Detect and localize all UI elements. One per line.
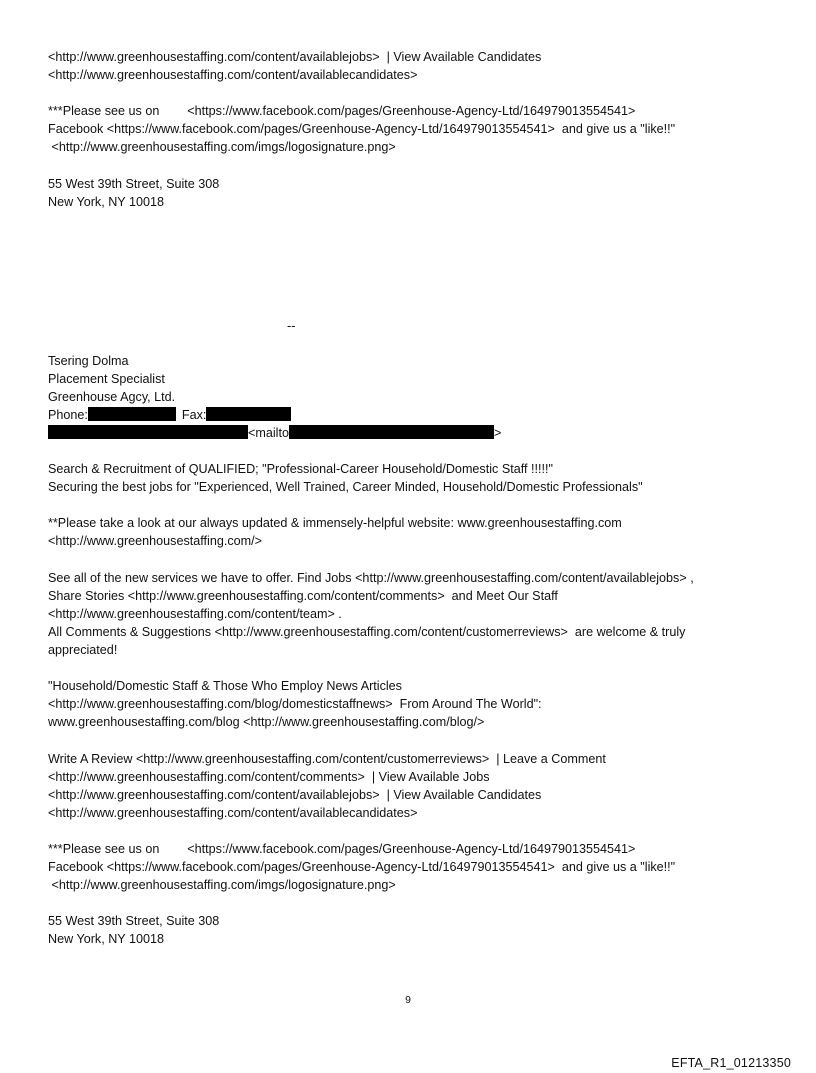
signature-separator: -- — [287, 319, 296, 333]
text-line: <http://www.greenhousestaffing.com/content/availablejobs> | View Available Candidates — [48, 787, 542, 802]
text-line: New York, NY 10018 — [48, 194, 164, 209]
text-line: All Comments & Suggestions <http://www.greenhousestaffing.com/content/customerreviews> are welcome & truly — [48, 624, 686, 639]
text-line: See all of the new services we have to offer. Find Jobs <http://www.greenhousestaffing.com/content/availablejobs> , — [48, 570, 694, 585]
text-line: ***Please see us on <https://www.facebook.com/pages/Greenhouse-Agency-Ltd/164979013554541> — [48, 841, 636, 856]
text-line: appreciated! — [48, 642, 118, 657]
text-line: New York, NY 10018 — [48, 932, 164, 947]
page-number: 9 — [405, 994, 411, 1006]
text-line: <http://www.greenhousestaffing.com/imgs/logosignature.png> — [48, 878, 396, 893]
text-line — [48, 659, 788, 677]
text-line: Share Stories <http://www.greenhousestaffing.com/content/comments> and Meet Our Staff — [48, 588, 558, 603]
body-text-block — [48, 460, 788, 949]
text-line: ***Please see us on <https://www.facebook.com/pages/Greenhouse-Agency-Ltd/164979013554541> — [48, 104, 636, 119]
top-text-block — [48, 48, 788, 211]
text-line: <http://www.greenhousestaffing.com/content/availablecandidates> — [48, 805, 418, 820]
text-line: <http://www.greenhousestaffing.com/> — [48, 534, 262, 549]
text-line: <http://www.greenhousestaffing.com/content/availablecandidates> — [48, 68, 418, 83]
text-line — [48, 731, 788, 749]
text-line: <http://www.greenhousestaffing.com/content/team> . — [48, 606, 342, 621]
email-line — [48, 424, 501, 442]
text-line — [48, 496, 788, 514]
fax-label: Fax: — [181, 408, 207, 423]
text-line: Write A Review <http://www.greenhousestaffing.com/content/customerreviews> | Leave a Comment — [48, 751, 606, 766]
contact-block — [48, 352, 501, 442]
text-line — [48, 894, 788, 912]
text-line — [48, 84, 788, 102]
text-line: Securing the best jobs for "Experienced, Well Trained, Career Minded, Household/Domestic Professionals" — [48, 480, 643, 495]
mailto-end: > — [493, 426, 502, 441]
text-line: 55 West 39th Street, Suite 308 — [48, 914, 220, 929]
contact-title: Placement Specialist — [48, 372, 165, 387]
text-line: www.greenhousestaffing.com/blog <http://www.greenhousestaffing.com/blog/> — [48, 715, 485, 730]
contact-name: Tsering Dolma — [48, 354, 129, 368]
document-id: EFTA_R1_01213350 — [671, 1056, 791, 1070]
redaction-bar — [289, 425, 494, 439]
text-line: <http://www.greenhousestaffing.com/content/availablejobs> | View Available Candidates — [48, 50, 542, 64]
phone-label: Phone: — [48, 408, 88, 423]
text-line: Facebook <https://www.facebook.com/pages/Greenhouse-Agency-Ltd/164979013554541> and give us a "like!!" — [48, 122, 676, 137]
text-line: <http://www.greenhousestaffing.com/content/comments> | View Available Jobs — [48, 769, 490, 784]
text-line: <http://www.greenhousestaffing.com/imgs/logosignature.png> — [48, 140, 396, 155]
text-line: **Please take a look at our always updated & immensely-helpful website: www.greenhousestaffing.com — [48, 516, 622, 531]
text-line — [48, 157, 788, 175]
redaction-bar — [206, 407, 291, 421]
text-line — [48, 822, 788, 840]
text-line: 55 West 39th Street, Suite 308 — [48, 176, 220, 191]
text-line: <http://www.greenhousestaffing.com/blog/domesticstaffnews> From Around The World": — [48, 697, 542, 712]
text-line: "Household/Domestic Staff & Those Who Employ News Articles — [48, 679, 402, 694]
mailto-label: <mailto — [248, 426, 289, 441]
text-line: Search & Recruitment of QUALIFIED; "Professional-Career Household/Domestic Staff !!!!!" — [48, 462, 553, 476]
phone-fax-line — [48, 406, 501, 424]
redaction-bar — [48, 425, 248, 439]
text-line — [48, 550, 788, 568]
redaction-bar — [88, 407, 176, 421]
text-line: Facebook <https://www.facebook.com/pages/Greenhouse-Agency-Ltd/164979013554541> and give us a "like!!" — [48, 860, 676, 875]
contact-company: Greenhouse Agcy, Ltd. — [48, 390, 176, 405]
